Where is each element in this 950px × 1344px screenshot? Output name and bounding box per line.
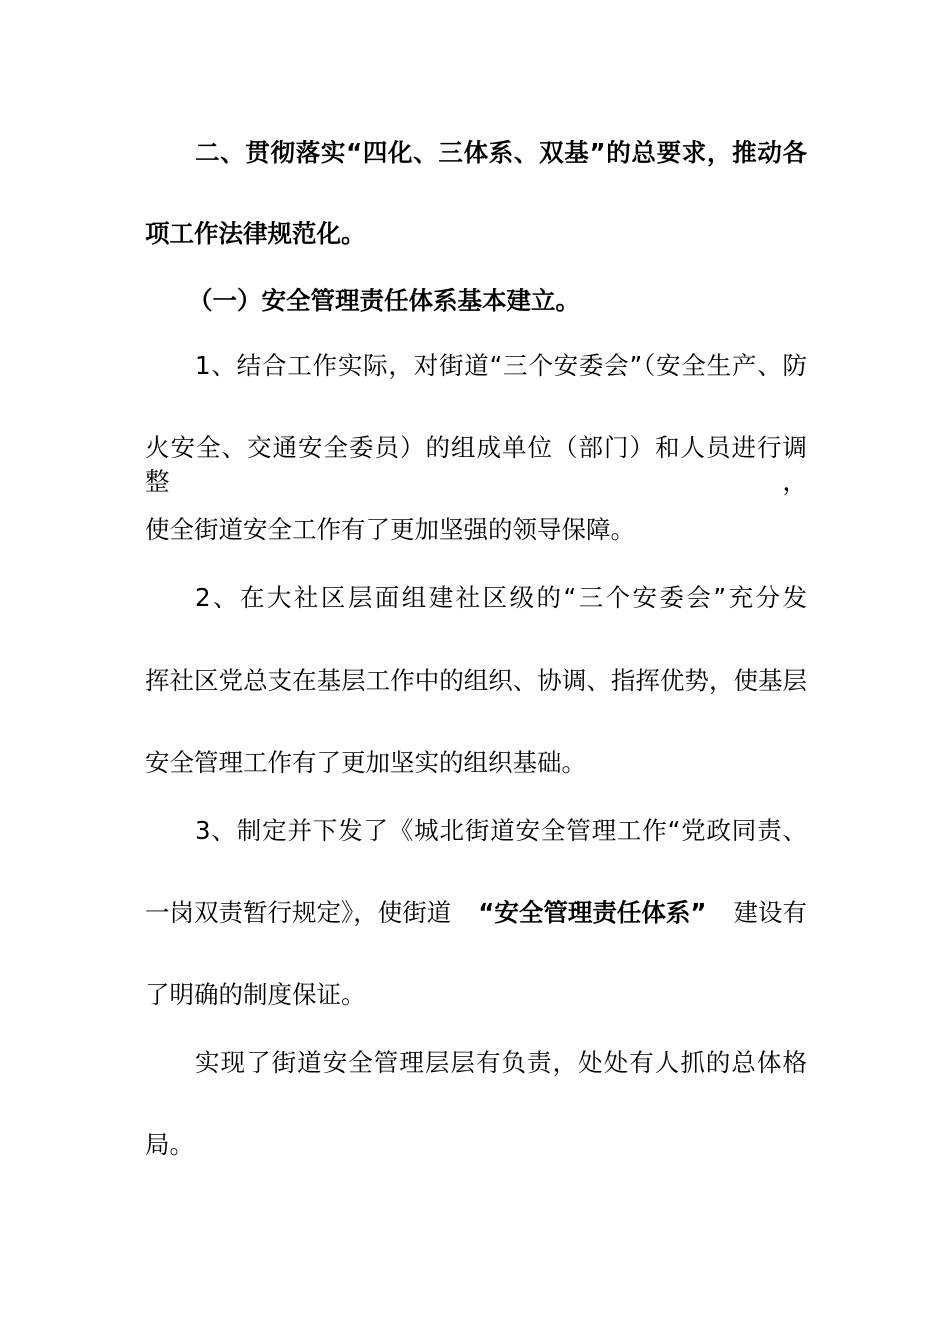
subsection-heading: （一）安全管理责任体系基本建立。 (188, 286, 580, 315)
paragraph-2-line-1: 2、在大社区层面组建社区级的“三个安委会”充分发 (195, 583, 807, 612)
paragraph-3-line-2 (145, 896, 807, 930)
paragraph-1-line-3: 使全街道安全工作有了更加坚强的领导保障。 (145, 515, 635, 544)
paragraph-2-line-2: 挥社区党总支在基层工作中的组织、协调、指挥优势，使基层 (145, 666, 807, 695)
paragraph-1-line-2: 火安全、交通安全委员）的组成单位（部门）和人员进行调整， (145, 433, 807, 496)
paragraph-3-line-3: 了明确的制度保证。 (145, 980, 366, 1009)
paragraph-4-line-2: 局。 (145, 1130, 194, 1159)
paragraph-1-line-1: 1、结合工作实际，对街道“三个安委会”（安全生产、防 (195, 351, 807, 380)
paragraph-2-line-3: 安全管理工作有了更加坚实的组织基础。 (145, 748, 586, 777)
section-heading-line-1: 二、贯彻落实“四化、三体系、双基”的总要求，推动各 (195, 138, 807, 167)
section-heading-line-2: 项工作法律规范化。 (145, 219, 366, 248)
paragraph-3-line-2-text-a: 一岗双责暂行规定》，使街道 (145, 898, 452, 927)
paragraph-3-line-2-text-c: 建设有 (733, 898, 807, 927)
paragraph-3-line-1: 3、制定并下发了《城北街道安全管理工作“党政同责、 (195, 816, 807, 845)
paragraph-4-line-1: 实现了街道安全管理层层有负责，处处有人抓的总体格 (195, 1048, 807, 1077)
paragraph-3-line-2-emphasis: “安全管理责任体系” (478, 898, 707, 927)
